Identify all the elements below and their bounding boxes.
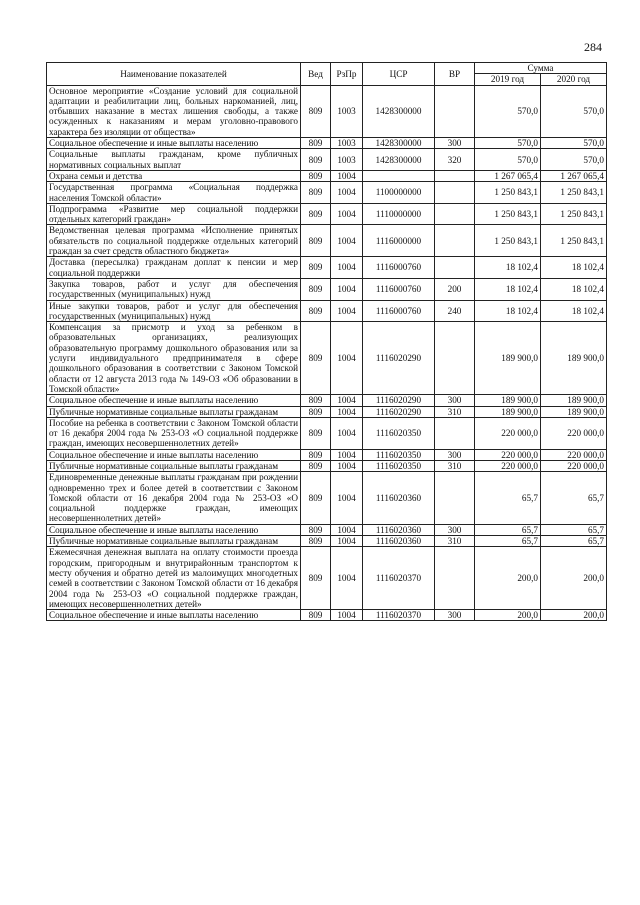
row-sum-2019: 18 102,4 (475, 300, 541, 322)
row-rzpr: 1004 (331, 449, 363, 460)
header-sum: Сумма (475, 63, 607, 74)
row-ved: 809 (301, 524, 331, 535)
header-vr: ВР (435, 63, 475, 86)
row-sum-2020: 18 102,4 (541, 300, 607, 322)
header-name: Наименование показателей (47, 63, 301, 86)
row-csr: 1110000000 (363, 203, 435, 225)
row-ved: 809 (301, 449, 331, 460)
row-sum-2020: 65,7 (541, 536, 607, 547)
row-vr: 300 (435, 524, 475, 535)
header-2019: 2019 год (475, 74, 541, 85)
table-row (47, 170, 607, 181)
row-sum-2020: 220 000,0 (541, 460, 607, 471)
row-sum-2019: 200,0 (475, 547, 541, 610)
row-rzpr: 1004 (331, 225, 363, 257)
row-ved: 809 (301, 149, 331, 171)
row-csr: 1116020350 (363, 460, 435, 471)
row-rzpr: 1004 (331, 395, 363, 406)
row-csr: 1116000760 (363, 257, 435, 279)
table-row (47, 417, 607, 449)
row-ved: 809 (301, 460, 331, 471)
table-row (47, 449, 607, 460)
table-row (47, 536, 607, 547)
table-row (47, 547, 607, 610)
table-row (47, 149, 607, 171)
row-ved: 809 (301, 278, 331, 300)
row-vr (435, 472, 475, 524)
row-rzpr: 1004 (331, 406, 363, 417)
row-vr: 240 (435, 300, 475, 322)
row-name: Публичные нормативные социальные выплаты гражданам (47, 536, 301, 547)
row-sum-2020: 189 900,0 (541, 406, 607, 417)
row-rzpr: 1004 (331, 524, 363, 535)
row-sum-2019: 570,0 (475, 138, 541, 149)
row-sum-2019: 18 102,4 (475, 257, 541, 279)
row-name: Социальное обеспечение и иные выплаты населению (47, 449, 301, 460)
row-name: Подпрограмма «Развитие мер социальной поддержки отдельных категорий граждан» (47, 203, 301, 225)
row-rzpr: 1004 (331, 472, 363, 524)
row-rzpr: 1003 (331, 85, 363, 137)
row-sum-2019: 189 900,0 (475, 406, 541, 417)
row-ved: 809 (301, 536, 331, 547)
row-csr: 1116020360 (363, 536, 435, 547)
row-sum-2020: 1 250 843,1 (541, 182, 607, 204)
row-sum-2020: 1 250 843,1 (541, 203, 607, 225)
row-name: Социальные выплаты гражданам, кроме публичных нормативных социальных выплат (47, 149, 301, 171)
row-csr: 1116020360 (363, 524, 435, 535)
row-rzpr: 1004 (331, 547, 363, 610)
table-row (47, 395, 607, 406)
table-row (47, 257, 607, 279)
row-vr (435, 547, 475, 610)
row-sum-2019: 570,0 (475, 85, 541, 137)
row-rzpr: 1004 (331, 203, 363, 225)
row-name: Единовременные денежные выплаты гражданам при рождении одновременно трех и более детей в соответствии с Законом Томской области от 16 декабря 2004 года № 253-ОЗ «О социальной поддержке граждан, имеющих несовершеннолетних детей» (47, 472, 301, 524)
row-ved: 809 (301, 203, 331, 225)
row-ved: 809 (301, 170, 331, 181)
row-name: Социальное обеспечение и иные выплаты населению (47, 395, 301, 406)
row-name: Социальное обеспечение и иные выплаты населению (47, 524, 301, 535)
row-rzpr: 1004 (331, 257, 363, 279)
budget-table (46, 62, 607, 621)
row-sum-2020: 1 267 065,4 (541, 170, 607, 181)
row-name: Публичные нормативные социальные выплаты гражданам (47, 460, 301, 471)
row-sum-2020: 570,0 (541, 85, 607, 137)
row-sum-2019: 1 267 065,4 (475, 170, 541, 181)
row-csr: 1116020350 (363, 449, 435, 460)
row-name: Социальное обеспечение и иные выплаты населению (47, 138, 301, 149)
row-csr: 1428300000 (363, 85, 435, 137)
row-vr (435, 322, 475, 395)
row-name: Ежемесячная денежная выплата на оплату стоимости проезда городским, пригородным и внутрирайонным транспортом к месту обучения и обратно детей из малоимущих многодетных семей в соответствии с Законом Томской области от 16 декабря 2004 года № 253-ОЗ «О социальной поддержке граждан, имеющих несовершеннолетних детей» (47, 547, 301, 610)
header-2020: 2020 год (541, 74, 607, 85)
row-rzpr: 1004 (331, 182, 363, 204)
table-row (47, 85, 607, 137)
table-row (47, 610, 607, 621)
row-sum-2019: 189 900,0 (475, 395, 541, 406)
row-csr: 1116000000 (363, 225, 435, 257)
row-sum-2019: 65,7 (475, 524, 541, 535)
row-csr: 1116000760 (363, 278, 435, 300)
header-rzpr: РзПр (331, 63, 363, 86)
row-name: Основное мероприятие «Создание условий для социальной адаптации и реабилитации лиц, больных наркоманией, лиц, отбывших наказание в местах лишения свободы, а также осужденных к наказаниям и мерам уголовно-правового характера без изоляции от общества» (47, 85, 301, 137)
row-vr: 320 (435, 149, 475, 171)
row-ved: 809 (301, 300, 331, 322)
row-name: Ведомственная целевая программа «Исполнение принятых обязательств по социальной поддержке отдельных категорий граждан за счет средств областного бюджета» (47, 225, 301, 257)
row-sum-2020: 1 250 843,1 (541, 225, 607, 257)
row-name: Иные закупки товаров, работ и услуг для обеспечения государственных (муниципальных) нужд (47, 300, 301, 322)
row-name: Охрана семьи и детства (47, 170, 301, 181)
row-sum-2019: 189 900,0 (475, 322, 541, 395)
row-sum-2020: 200,0 (541, 610, 607, 621)
row-csr: 1116020370 (363, 610, 435, 621)
row-vr: 300 (435, 395, 475, 406)
row-sum-2020: 65,7 (541, 472, 607, 524)
row-csr: 1116020360 (363, 472, 435, 524)
row-csr: 1116020290 (363, 406, 435, 417)
row-vr: 200 (435, 278, 475, 300)
row-csr: 1428300000 (363, 138, 435, 149)
row-ved: 809 (301, 225, 331, 257)
row-ved: 809 (301, 547, 331, 610)
row-vr (435, 257, 475, 279)
row-vr (435, 225, 475, 257)
row-vr: 300 (435, 449, 475, 460)
table-row (47, 138, 607, 149)
row-sum-2019: 200,0 (475, 610, 541, 621)
table-row (47, 182, 607, 204)
row-rzpr: 1004 (331, 322, 363, 395)
row-sum-2020: 220 000,0 (541, 417, 607, 449)
table-row (47, 203, 607, 225)
row-sum-2019: 18 102,4 (475, 278, 541, 300)
row-sum-2019: 220 000,0 (475, 449, 541, 460)
row-ved: 809 (301, 182, 331, 204)
row-vr (435, 170, 475, 181)
row-rzpr: 1003 (331, 138, 363, 149)
row-ved: 809 (301, 395, 331, 406)
table-row (47, 322, 607, 395)
row-rzpr: 1003 (331, 149, 363, 171)
row-sum-2019: 65,7 (475, 536, 541, 547)
row-csr: 1116000760 (363, 300, 435, 322)
row-ved: 809 (301, 610, 331, 621)
table-row (47, 225, 607, 257)
row-rzpr: 1004 (331, 170, 363, 181)
row-vr (435, 85, 475, 137)
row-name: Пособие на ребенка в соответствии с Законом Томской области от 16 декабря 2004 года № 253-ОЗ «О социальной поддержке граждан, имеющих несовершеннолетних детей» (47, 417, 301, 449)
row-name: Компенсация за присмотр и уход за ребенком в образовательных организациях, реализующих образовательную программу дошкольного образования или за услуги индивидуального предпринимателя в сфере дошкольного образования в соответствии с Законом Томской области от 12 августа 2013 года № 149-ОЗ «Об образовании в Томской области» (47, 322, 301, 395)
row-ved: 809 (301, 406, 331, 417)
row-sum-2020: 200,0 (541, 547, 607, 610)
header-csr: ЦСР (363, 63, 435, 86)
row-rzpr: 1004 (331, 300, 363, 322)
row-vr (435, 203, 475, 225)
row-rzpr: 1004 (331, 610, 363, 621)
row-csr: 1116020290 (363, 395, 435, 406)
row-sum-2019: 1 250 843,1 (475, 182, 541, 204)
row-name: Государственная программа «Социальная поддержка населения Томской области» (47, 182, 301, 204)
row-rzpr: 1004 (331, 536, 363, 547)
row-csr: 1116020290 (363, 322, 435, 395)
row-sum-2019: 570,0 (475, 149, 541, 171)
row-name: Закупка товаров, работ и услуг для обеспечения государственных (муниципальных) нужд (47, 278, 301, 300)
row-vr: 310 (435, 406, 475, 417)
row-vr (435, 417, 475, 449)
page-number: 284 (584, 40, 602, 54)
row-sum-2020: 189 900,0 (541, 322, 607, 395)
row-ved: 809 (301, 138, 331, 149)
row-name: Публичные нормативные социальные выплаты гражданам (47, 406, 301, 417)
row-ved: 809 (301, 417, 331, 449)
row-sum-2019: 1 250 843,1 (475, 225, 541, 257)
row-sum-2020: 570,0 (541, 138, 607, 149)
row-vr: 310 (435, 460, 475, 471)
row-csr: 1116020350 (363, 417, 435, 449)
header-ved: Вед (301, 63, 331, 86)
row-sum-2019: 65,7 (475, 472, 541, 524)
row-rzpr: 1004 (331, 278, 363, 300)
row-vr: 300 (435, 610, 475, 621)
row-csr: 1100000000 (363, 182, 435, 204)
table-body (47, 85, 607, 621)
row-csr (363, 170, 435, 181)
row-name: Социальное обеспечение и иные выплаты населению (47, 610, 301, 621)
table-row (47, 472, 607, 524)
row-sum-2020: 18 102,4 (541, 278, 607, 300)
row-vr (435, 182, 475, 204)
row-ved: 809 (301, 472, 331, 524)
row-ved: 809 (301, 85, 331, 137)
row-sum-2019: 1 250 843,1 (475, 203, 541, 225)
table-header (47, 63, 607, 86)
row-sum-2019: 220 000,0 (475, 460, 541, 471)
row-sum-2020: 220 000,0 (541, 449, 607, 460)
table-row (47, 300, 607, 322)
row-rzpr: 1004 (331, 417, 363, 449)
row-sum-2020: 570,0 (541, 149, 607, 171)
row-rzpr: 1004 (331, 460, 363, 471)
row-csr: 1428300000 (363, 149, 435, 171)
row-sum-2020: 18 102,4 (541, 257, 607, 279)
row-ved: 809 (301, 257, 331, 279)
table-row (47, 460, 607, 471)
table-row (47, 406, 607, 417)
row-sum-2019: 220 000,0 (475, 417, 541, 449)
row-csr: 1116020370 (363, 547, 435, 610)
row-ved: 809 (301, 322, 331, 395)
row-sum-2020: 65,7 (541, 524, 607, 535)
row-vr: 310 (435, 536, 475, 547)
row-name: Доставка (пересылка) гражданам доплат к пенсии и мер социальной поддержки (47, 257, 301, 279)
row-sum-2020: 189 900,0 (541, 395, 607, 406)
table-row (47, 524, 607, 535)
row-vr: 300 (435, 138, 475, 149)
table-row (47, 278, 607, 300)
